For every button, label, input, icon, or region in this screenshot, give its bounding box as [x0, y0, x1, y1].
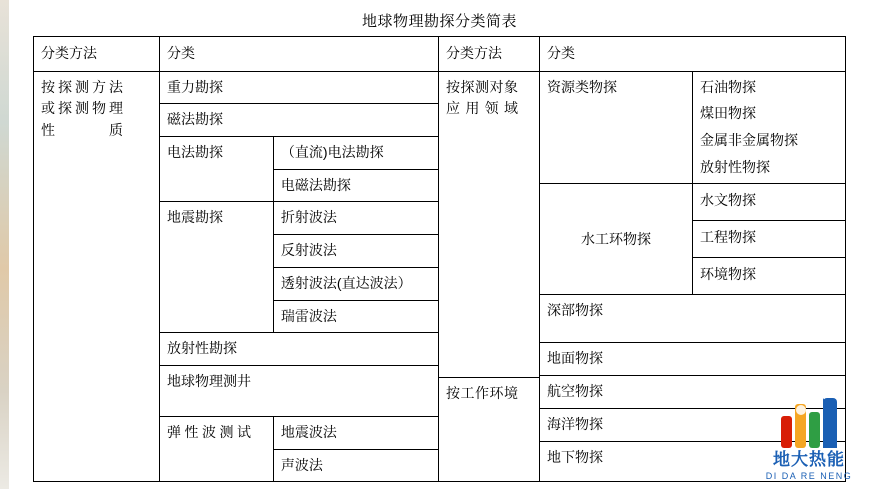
right-sub-radioactive-geo [693, 157, 846, 184]
right-cat-ground-text: 地面物探 [547, 350, 603, 367]
right-sub-engineering-text: 工程物探 [700, 229, 756, 246]
right-cat-underground-text: 地下物探 [547, 448, 603, 465]
right-sub-environmental-text: 环境物探 [700, 266, 756, 283]
left-sub-acousticwave-text: 声波法 [280, 456, 323, 473]
classification-table [33, 36, 845, 482]
right-cat-marine-text: 海洋物探 [547, 415, 603, 432]
right-sub-petroleum [693, 72, 846, 104]
header-cell-category-left [160, 37, 439, 72]
right-cat-resource [540, 72, 693, 184]
right-row-hydro [540, 184, 845, 221]
left-row-radioactive [160, 333, 438, 366]
right-method-row-environment [439, 377, 539, 409]
right-method-application [439, 72, 539, 378]
left-sub-rayleigh [273, 300, 438, 333]
page-title: 地球物理勘探分类简表 [361, 13, 517, 30]
brand-logo [753, 396, 865, 481]
left-categories-cell [160, 71, 439, 482]
right-method-row-application [439, 72, 539, 378]
left-row-electrical [160, 137, 438, 170]
logo-name-cn: 地大热能 [773, 450, 845, 470]
left-cat-welllogging-text: 地球物理测井 [167, 372, 251, 389]
right-cat-aerial-text: 航空物探 [547, 383, 603, 400]
left-cat-gravity-text: 重力勘探 [167, 78, 223, 95]
main-table [33, 36, 846, 482]
left-cat-magnetic [160, 104, 438, 137]
right-sub-hydrology [693, 184, 846, 221]
right-cat-hydro-text: 水工环物探 [581, 231, 651, 248]
header-method-left-text: 分类方法 [41, 45, 97, 61]
left-cat-welllogging [160, 365, 438, 416]
left-sub-dc-electrical [273, 137, 438, 170]
left-sub-dc-electrical-text: （直流)电法勘探 [280, 144, 384, 161]
header-cell-method-right [439, 37, 540, 72]
left-row-gravity [160, 72, 438, 104]
left-sub-reflection [273, 235, 438, 268]
left-sub-acousticwave [273, 449, 438, 481]
left-sub-electromagnetic [273, 169, 438, 202]
right-cat-ground [540, 343, 845, 376]
left-row-elasticwave [160, 416, 438, 449]
logo-mark-icon [775, 396, 843, 448]
right-method-cell [439, 71, 540, 482]
right-sub-engineering [693, 221, 846, 258]
right-sub-coalfield [693, 103, 846, 130]
right-sub-hydrology-text: 水文物探 [700, 192, 756, 209]
left-sub-refraction-text: 折射波法 [280, 209, 337, 226]
header-category-right-text: 分类 [547, 45, 575, 61]
table-body-row [34, 71, 846, 482]
right-row-ground [540, 343, 845, 376]
left-method-cell [34, 71, 160, 482]
right-sub-environmental [693, 258, 846, 295]
right-method-environment [439, 377, 539, 409]
left-cat-electrical-text: 电法勘探 [167, 144, 223, 161]
left-cat-radioactive [160, 333, 438, 366]
header-category-left-text: 分类 [167, 45, 195, 61]
left-edge-stripe [0, 0, 9, 489]
left-cat-elasticwave-text: 弹性波测试 [167, 423, 251, 440]
table-header-row [34, 37, 846, 72]
right-sub-petroleum-text: 石油物探 [700, 78, 756, 95]
right-sub-metal [693, 130, 846, 157]
right-row-deep [540, 295, 845, 343]
left-row-welllogging [160, 365, 438, 416]
header-cell-method-left [34, 37, 160, 72]
left-cat-seismic [160, 202, 273, 333]
right-sub-radioactive-geo-text: 放射性物探 [700, 158, 770, 175]
left-method-text: 按探测方法或探测物理性质 [41, 78, 123, 139]
left-sub-refraction [273, 202, 438, 235]
logo-name-en: DI DA RE NENG [765, 471, 853, 481]
left-sub-transmission [273, 267, 438, 300]
right-method-environment-text: 按工作环境 [446, 384, 518, 401]
left-cat-elasticwave [160, 416, 273, 481]
right-cat-resource-text: 资源类物探 [547, 78, 617, 95]
right-cat-deep-text: 深部物探 [547, 302, 603, 319]
left-row-magnetic [160, 104, 438, 137]
left-sub-seismicwave-text: 地震波法 [280, 423, 337, 440]
header-cell-category-right [540, 37, 846, 72]
left-inner-table [160, 72, 438, 482]
right-row-resource [540, 72, 845, 104]
left-cat-gravity [160, 72, 438, 104]
left-sub-rayleigh-text: 瑞雷波法 [280, 307, 337, 324]
right-cat-deep [540, 295, 845, 343]
left-sub-electromagnetic-text: 电磁法勘探 [280, 176, 351, 193]
left-cat-radioactive-text: 放射性勘探 [167, 340, 237, 357]
left-row-seismic [160, 202, 438, 235]
left-cat-seismic-text: 地震勘探 [167, 209, 223, 226]
right-method-inner-table [439, 72, 539, 410]
left-sub-reflection-text: 反射波法 [280, 242, 337, 259]
header-method-right-text: 分类方法 [446, 45, 502, 61]
right-sub-metal-text: 金属非金属物探 [700, 132, 798, 149]
right-method-application-text: 按探测对象应用领域 [446, 78, 518, 117]
left-cat-magnetic-text: 磁法勘探 [167, 111, 223, 128]
left-sub-seismicwave [273, 416, 438, 449]
right-cat-hydro [540, 184, 693, 295]
left-cat-electrical [160, 137, 273, 202]
logo-flame-icon [775, 396, 843, 448]
right-sub-coalfield-text: 煤田物探 [700, 105, 756, 122]
left-sub-transmission-text: 透射波法(直达波法） [280, 274, 412, 291]
